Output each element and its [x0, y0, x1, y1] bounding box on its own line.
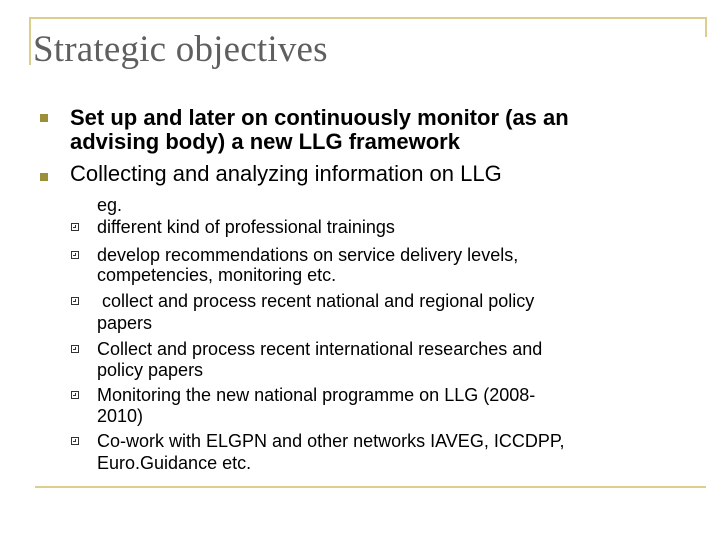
sub-item-5-line-2: 2010): [97, 406, 144, 426]
hollow-square-bullet-icon: [71, 345, 79, 353]
sub-item-2-line-1: develop recommendations on service delivery levels,: [97, 245, 519, 265]
sub-intro: eg.: [97, 195, 123, 215]
sub-item-6-line-2: Euro.Guidance etc.: [97, 453, 252, 473]
bullet-1-line-2: advising body) a new LLG framework: [70, 129, 460, 154]
bullet-1-line-1: Set up and later on continuously monitor (as an: [70, 105, 569, 130]
sub-item-2-line-2: competencies, monitoring etc.: [97, 265, 337, 285]
sub-item-3-line-2: papers: [97, 313, 153, 333]
frame-right-line: [705, 17, 707, 37]
square-bullet-icon: [40, 173, 48, 181]
hollow-square-bullet-icon: [71, 251, 79, 259]
hollow-square-bullet-icon: [71, 223, 79, 231]
slide-title: Strategic objectives: [33, 29, 328, 70]
square-bullet-icon: [40, 114, 48, 122]
hollow-square-bullet-icon: [71, 437, 79, 445]
sub-item-4-line-2: policy papers: [97, 360, 204, 380]
frame-top-line: [29, 17, 706, 19]
sub-item-4-line-1: Collect and process recent international researches and: [97, 339, 543, 359]
frame-left-line: [29, 17, 31, 65]
frame-bottom-line: [35, 486, 706, 488]
bullet-2-text: Collecting and analyzing information on LLG: [70, 161, 502, 186]
hollow-square-bullet-icon: [71, 391, 79, 399]
hollow-square-bullet-icon: [71, 297, 79, 305]
sub-item-3-line-1: collect and process recent national and regional policy: [97, 291, 535, 311]
sub-item-6-line-1: Co-work with ELGPN and other networks IAVEG, ICCDPP,: [97, 431, 565, 451]
sub-item-1: different kind of professional trainings: [97, 217, 395, 237]
sub-item-5-line-1: Monitoring the new national programme on LLG (2008-: [97, 385, 536, 405]
